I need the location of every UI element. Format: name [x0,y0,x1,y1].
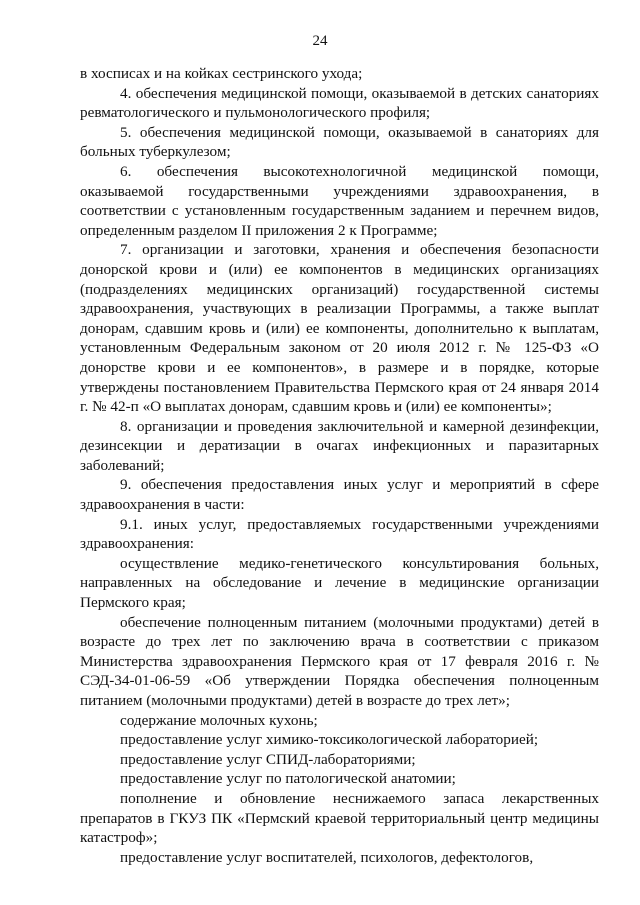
page-number: 24 [312,33,328,49]
paragraph-item-9-1: 9.1. иных услуг, предоставляемых государственными учреждениями здравоохранения: [80,515,599,553]
paragraph-item-9: 9. обеспечения предоставления иных услуг и мероприятий в сфере здравоохранения в части: [80,476,599,514]
paragraph-child-nutrition: обеспечение полноценным питанием (молочными продуктами) детей в возрасте до трех лет по заключению врача в соответствии с приказом Министерства здравоохранения Пермского края от 17 февраля 2016 г. № СЭД-34-01-06-59 «Об утверждении Порядка обеспечения полноценным питанием (молочными продуктами) детей в возрасте до трех лет»; [80,613,599,709]
paragraph-item-8: 8. организации и проведения заключительной и камерной дезинфекции, дезинсекции и дератизации в очагах инфекционных и паразитарных заболеваний; [80,417,599,474]
paragraph-item-4: 4. обеспечения медицинской помощи, оказываемой в детских санаториях ревматологического и пульмонологического профиля; [80,84,599,122]
paragraph-item-6: 6. обеспечения высокотехнологичной медицинской помощи, оказываемой государственными учреждениями здравоохранения, в соответствии с установленным государственным заданием и перечнем видов, определенным разделом II приложения 2 к Программе; [80,162,599,239]
paragraph-genetic-consulting: осуществление медико-генетического консультирования больных, направленных на обследование и лечение в медицинские организации Пермского края; [80,554,599,612]
paragraph-pathology: предоставление услуг по патологической анатомии; [120,770,456,788]
paragraph-educators-services: предоставление услуг воспитателей, психологов, дефектологов, [120,848,534,866]
paragraph-toxicology-lab: предоставление услуг химико-токсикологической лабораторией; [120,731,539,749]
paragraph-milk-kitchens: содержание молочных кухонь; [120,711,318,729]
paragraph-drug-reserve: пополнение и обновление неснижаемого запаса лекарственных препаратов в ГКУЗ ПК «Пермский краевой территориальный центр медицины катастроф»; [80,789,599,847]
paragraph-item-7: 7. организации и заготовки, хранения и обеспечения безопасности донорской крови и (или) ее компонентов в медицинских организациях (подразделениях медицинских организаций) государственной системы здравоохранения, участвующих в реализации Программы, а также выплат донорам, сдавшим кровь и (или) ее компоненты, дополнительно к выплатам, установленным Федеральным законом от 20 июля 2012 г. № 125-ФЗ «О донорстве крови и ее компонентов», в размере и в порядке, которые утверждены постановлением Правительства Пермского края от 24 января 2014 г. № 42-п «О выплатах донорам, сдавшим кровь и (или) ее компоненты»; [80,241,599,416]
paragraph-aids-labs: предоставление услуг СПИД-лабораториями; [120,750,416,768]
paragraph-item-5: 5. обеспечения медицинской помощи, оказываемой в санаториях для больных туберкулезом; [80,123,599,161]
paragraph-continuation: в хосписах и на койках сестринского ухода; [80,65,363,82]
document-body [80,64,599,867]
